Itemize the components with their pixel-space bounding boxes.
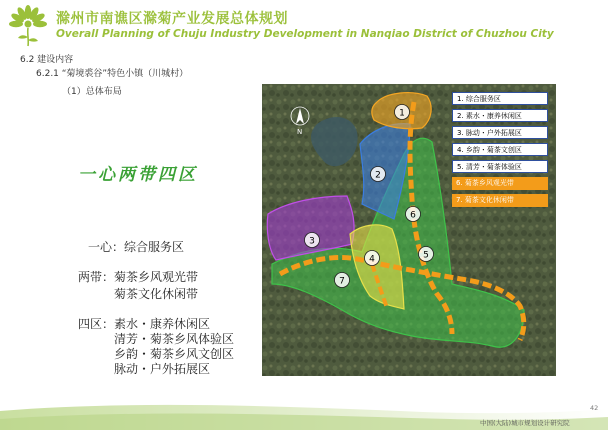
legend-item: 2. 素水・康养休闲区: [452, 109, 548, 122]
document-title-english: Overall Planning of Chuju Industry Development in Nanqiao District of Chuzhou City: [56, 28, 554, 40]
legend-item: 5. 清芳・菊茶体验区: [452, 160, 548, 173]
marker-4: [365, 251, 380, 266]
zone-item: 乡韵・菊茶乡风文创区: [114, 347, 235, 361]
belts-label: 两带：: [78, 270, 115, 284]
section-heading: 6.2 建设内容: [20, 55, 74, 65]
legend-item: 4. 乡韵・菊茶文创区: [452, 143, 548, 156]
marker-3: [305, 233, 320, 248]
zones-label: 四区：: [78, 317, 115, 331]
marker-5-label: 5: [423, 250, 429, 261]
layout-slogan: 一心两带四区: [78, 165, 198, 185]
marker-7-label: 7: [339, 276, 345, 287]
marker-5: [419, 247, 434, 262]
marker-2-label: 2: [375, 170, 381, 181]
legend-item: 7. 菊茶文化休闲带: [452, 194, 548, 207]
belt-item: 菊茶文化休闲带: [114, 287, 199, 301]
belt-item: 菊茶乡风观光带: [114, 270, 199, 284]
marker-1-label: 1: [399, 108, 405, 119]
legend-item: 3. 脉动・户外拓展区: [452, 126, 548, 139]
subsection-heading: 6.2.1 “菊境裘谷”特色小镇（川城村）: [36, 69, 189, 79]
center-description: 一心：综合服务区: [88, 240, 185, 254]
zone-item: 脉动・户外拓展区: [114, 362, 211, 376]
zone-item: 素水・康养休闲区: [114, 317, 211, 331]
marker-2: [371, 167, 386, 182]
page-number: 42: [590, 404, 599, 412]
legend-item: 6. 菊茶乡风观光带: [452, 177, 548, 190]
sub-subsection-heading: （1）总体布局: [62, 87, 122, 97]
marker-4-label: 4: [369, 254, 375, 265]
marker-7: [335, 273, 350, 288]
chrysanthemum-logo-icon: [6, 4, 50, 48]
map-legend: [452, 92, 548, 211]
marker-6-label: 6: [410, 210, 416, 221]
marker-1: [395, 105, 410, 120]
legend-item: 1. 综合服务区: [452, 92, 548, 105]
marker-3-label: 3: [309, 236, 315, 247]
zone-item: 清芳・菊茶乡风体验区: [114, 332, 235, 346]
footer-organization: 中国(大陆)城市规划设计研究院: [480, 419, 570, 427]
marker-6: [406, 207, 421, 222]
north-label: N: [297, 128, 303, 136]
document-title: 滁州市南谯区滁菊产业发展总体规划: [56, 11, 288, 27]
